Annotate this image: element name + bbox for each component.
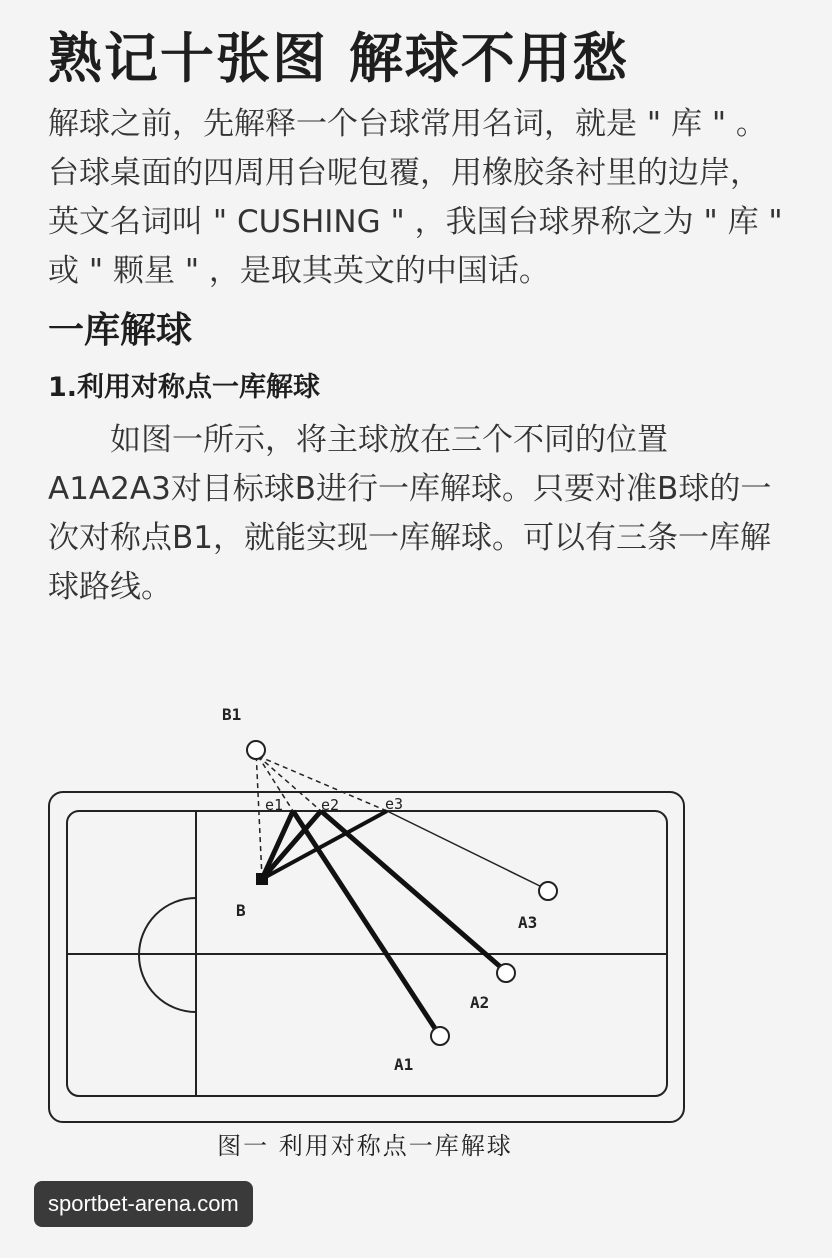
ball-a1 (431, 1027, 449, 1045)
article-title: 熟记十张图 解球不用愁 (48, 27, 629, 90)
subsection-heading: 1.利用对称点一库解球 (48, 372, 321, 403)
label-a2: A2 (470, 993, 490, 1012)
intro-paragraph: 解球之前，先解释一个台球常用名词，就是 " 库 " 。台球桌面的四周用台呢包覆，用橡胶条衬里的边岸，英文名词叫 " CUSHING " ，我国台球界称之为 " 库 " 或 " 颗星 " ，是取其英文的中国话。 (48, 106, 783, 289)
body-paragraph: 如图一所示，将主球放在三个不同的位置A1A2A3对目标球B进行一库解球。只要对准B球的一次对称点B1，就能实现一库解球。可以有三条一库解球路线。 (48, 422, 772, 605)
table-outer-frame (49, 792, 684, 1122)
path-b-e3 (262, 811, 387, 879)
label-b: B (236, 901, 246, 920)
label-a3: A3 (518, 913, 538, 932)
path-e2-a2 (321, 811, 504, 970)
figure-billiard-diagram (40, 678, 690, 1188)
ball-a3 (539, 882, 557, 900)
billiard-table-diagram (40, 678, 690, 1128)
article (48, 22, 788, 612)
section-heading: 一库解球 (48, 310, 193, 351)
label-e3: e3 (385, 795, 404, 813)
ball-b1 (247, 741, 265, 759)
label-a1: A1 (394, 1055, 414, 1074)
path-e3-a3 (387, 811, 546, 889)
dashed-b-b1 (256, 750, 262, 878)
ball-a2 (497, 964, 515, 982)
path-e1-a1 (293, 811, 438, 1033)
label-e1: e1 (265, 796, 284, 814)
figure-caption: 图一 利用对称点一库解球 (217, 1132, 513, 1160)
label-b1: B1 (222, 705, 242, 724)
label-e2: e2 (321, 796, 340, 814)
watermark-badge: sportbet-arena.com (34, 1181, 253, 1227)
path-b-e2 (262, 811, 321, 879)
